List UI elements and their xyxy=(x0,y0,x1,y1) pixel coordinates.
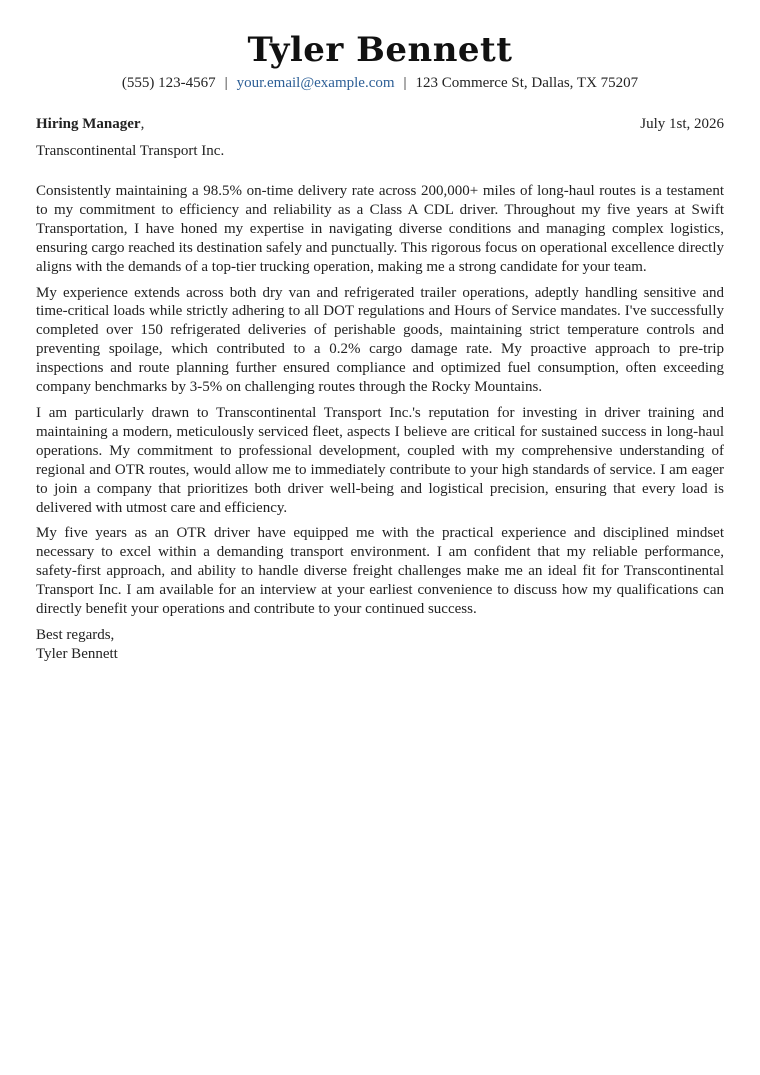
body-paragraph: Consistently maintaining a 98.5% on-time delivery rate across 200,000+ miles of long-haul routes is a testament to my commitment to efficiency and reliability as a Class A CDL driver. Throughout my five years at Swift Transportation, I have honed my expertise in navigating diverse conditions and managing complex logistics, ensuring cargo reached its destination safely and punctually. This rigorous focus on operational excellence directly aligns with the demands of a top-tier trucking operation, making me a strong candidate for your team. xyxy=(36,183,724,275)
contact-line xyxy=(36,73,724,93)
email-link[interactable]: your.email@example.com xyxy=(236,75,395,91)
separator: | xyxy=(403,75,407,91)
letter-body xyxy=(36,182,724,619)
body-paragraph: My experience extends across both dry van and refrigerated trailer operations, adeptly handling sensitive and time-critical loads while strictly adhering to all DOT regulations and Hours of Service mandates. I've successfully completed over 150 refrigerated deliveries of perishable goods, maintaining strict temperature controls and preventing spoilage, which contributed to a 0.2% cargo damage rate. My proactive approach to pre-trip inspections and route planning further ensured compliance and optimized fuel consumption, often exceeding company benchmarks by 3-5% on challenging routes through the Rocky Mountains. xyxy=(36,284,724,396)
address: 123 Commerce St, Dallas, TX 75207 xyxy=(415,75,639,91)
company-name: Transcontinental Transport Inc. xyxy=(36,143,225,159)
recipient-line xyxy=(36,114,144,134)
phone-number: (555) 123-4567 xyxy=(121,75,216,91)
recipient-comma: , xyxy=(140,116,145,132)
applicant-name: Tyler Bennett xyxy=(247,30,513,70)
closing-block xyxy=(36,626,724,664)
body-paragraph: I am particularly drawn to Transcontinental Transport Inc.'s reputation for investing in driver training and maintaining a modern, meticulously serviced fleet, aspects I believe are critical for sustained success in long-haul operations. My commitment to professional development, coupled with my comprehensive understanding of regional and OTR routes, would allow me to immediately contribute to your high standards of service. I am eager to join a company that prioritizes both driver well-being and logistical precision, ensuring that every load is delivered with utmost care and efficiency. xyxy=(36,404,724,516)
body-paragraph: My five years as an OTR driver have equipped me with the practical experience and disciplined mindset necessary to excel within a demanding transport environment. I am confident that my reliable performance, safety-first approach, and ability to handle diverse freight challenges make me an ideal fit for Transcontinental Transport Inc. I am available for an interview at your earliest convenience to discuss how my qualifications can directly benefit your operations and contribute to your continued success. xyxy=(36,525,724,618)
recipient-name: Hiring Manager xyxy=(36,116,141,132)
recipient-date-row xyxy=(36,114,724,134)
signature-name: Tyler Bennett xyxy=(36,645,118,662)
closing-phrase: Best regards, xyxy=(36,626,115,643)
separator: | xyxy=(224,75,228,91)
letter-date: July 1st, 2026 xyxy=(640,116,724,132)
